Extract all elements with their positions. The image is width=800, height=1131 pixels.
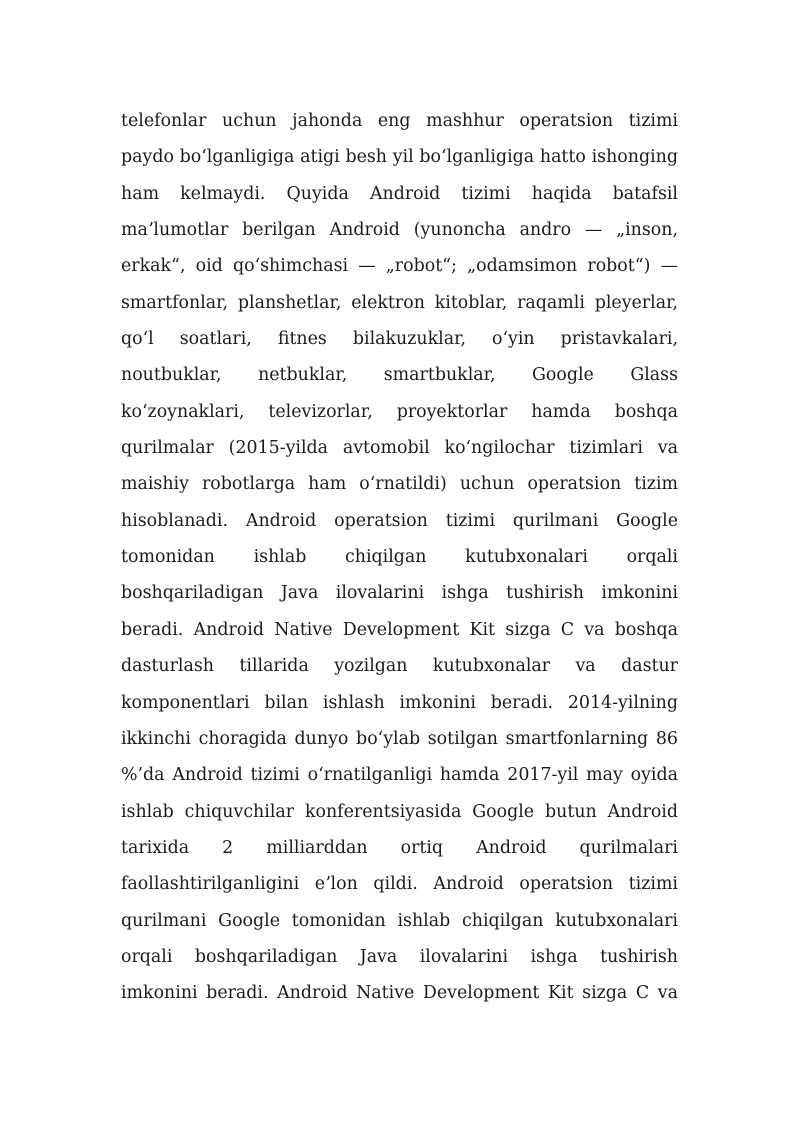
text-line: boshqariladigan Java ilovalarini ishga tushirish imkonini [121, 583, 678, 604]
text-line: noutbuklar, netbuklar, smartbuklar, Google Glass [121, 365, 678, 386]
body-text [121, 103, 678, 1012]
text-line: ishlab chiquvchilar konferentsiyasida Google butun Android [121, 801, 678, 822]
text-line: orqali boshqariladigan Java ilovalarini ishga tushirish [121, 946, 678, 967]
text-line: paydo boʻlganligiga atigi besh yil boʻlganligiga hatto ishonging [121, 147, 678, 168]
text-line: komponentlari bilan ishlash imkonini beradi. 2014-yilning [121, 692, 678, 713]
text-line: imkonini beradi. Android Native Development Kit sizga C va [121, 983, 678, 1004]
text-line: faollashtirilganligini eʼlon qildi. Android operatsion tizimi [121, 874, 678, 895]
text-line: maʼlumotlar berilgan Android (yunoncha andro — „inson, [121, 220, 678, 241]
text-line: hisoblanadi. Android operatsion tizimi qurilmani Google [121, 510, 678, 531]
text-line: qurilmalar (2015-yilda avtomobil koʻngilochar tizimlari va [121, 438, 678, 459]
text-line: qurilmani Google tomonidan ishlab chiqilgan kutubxonalari [121, 910, 678, 931]
text-line: %’da Android tizimi oʻrnatilganligi hamda 2017-yil may oyida [121, 765, 678, 786]
text-line: tomonidan ishlab chiqilgan kutubxonalari orqali [121, 547, 678, 568]
text-line: tarixida 2 milliarddan ortiq Android qurilmalari [121, 837, 678, 858]
text-line: erkak“, oid qoʻshimchasi — „robot“; „odamsimon robot“) — [121, 256, 678, 277]
text-line: koʻzoynaklari, televizorlar, proyektorlar hamda boshqa [121, 401, 678, 422]
text-line: beradi. Android Native Development Kit sizga C va boshqa [121, 619, 678, 640]
text-line: maishiy robotlarga ham oʻrnatildi) uchun operatsion tizim [121, 474, 678, 495]
text-line: smartfonlar, planshetlar, elektron kitoblar, raqamli pleyerlar, [121, 292, 678, 313]
text-line: ham kelmaydi. Quyida Android tizimi haqida batafsil [121, 183, 678, 204]
text-line: qoʻl soatlari, fitnes bilakuzuklar, oʻyin pristavkalari, [121, 329, 678, 350]
text-line: telefonlar uchun jahonda eng mashhur operatsion tizimi [121, 111, 678, 131]
text-line: dasturlash tillarida yozilgan kutubxonalar va dastur [121, 656, 678, 677]
text-line: ikkinchi choragida dunyo boʻylab sotilgan smartfonlarning 86 [121, 728, 678, 749]
